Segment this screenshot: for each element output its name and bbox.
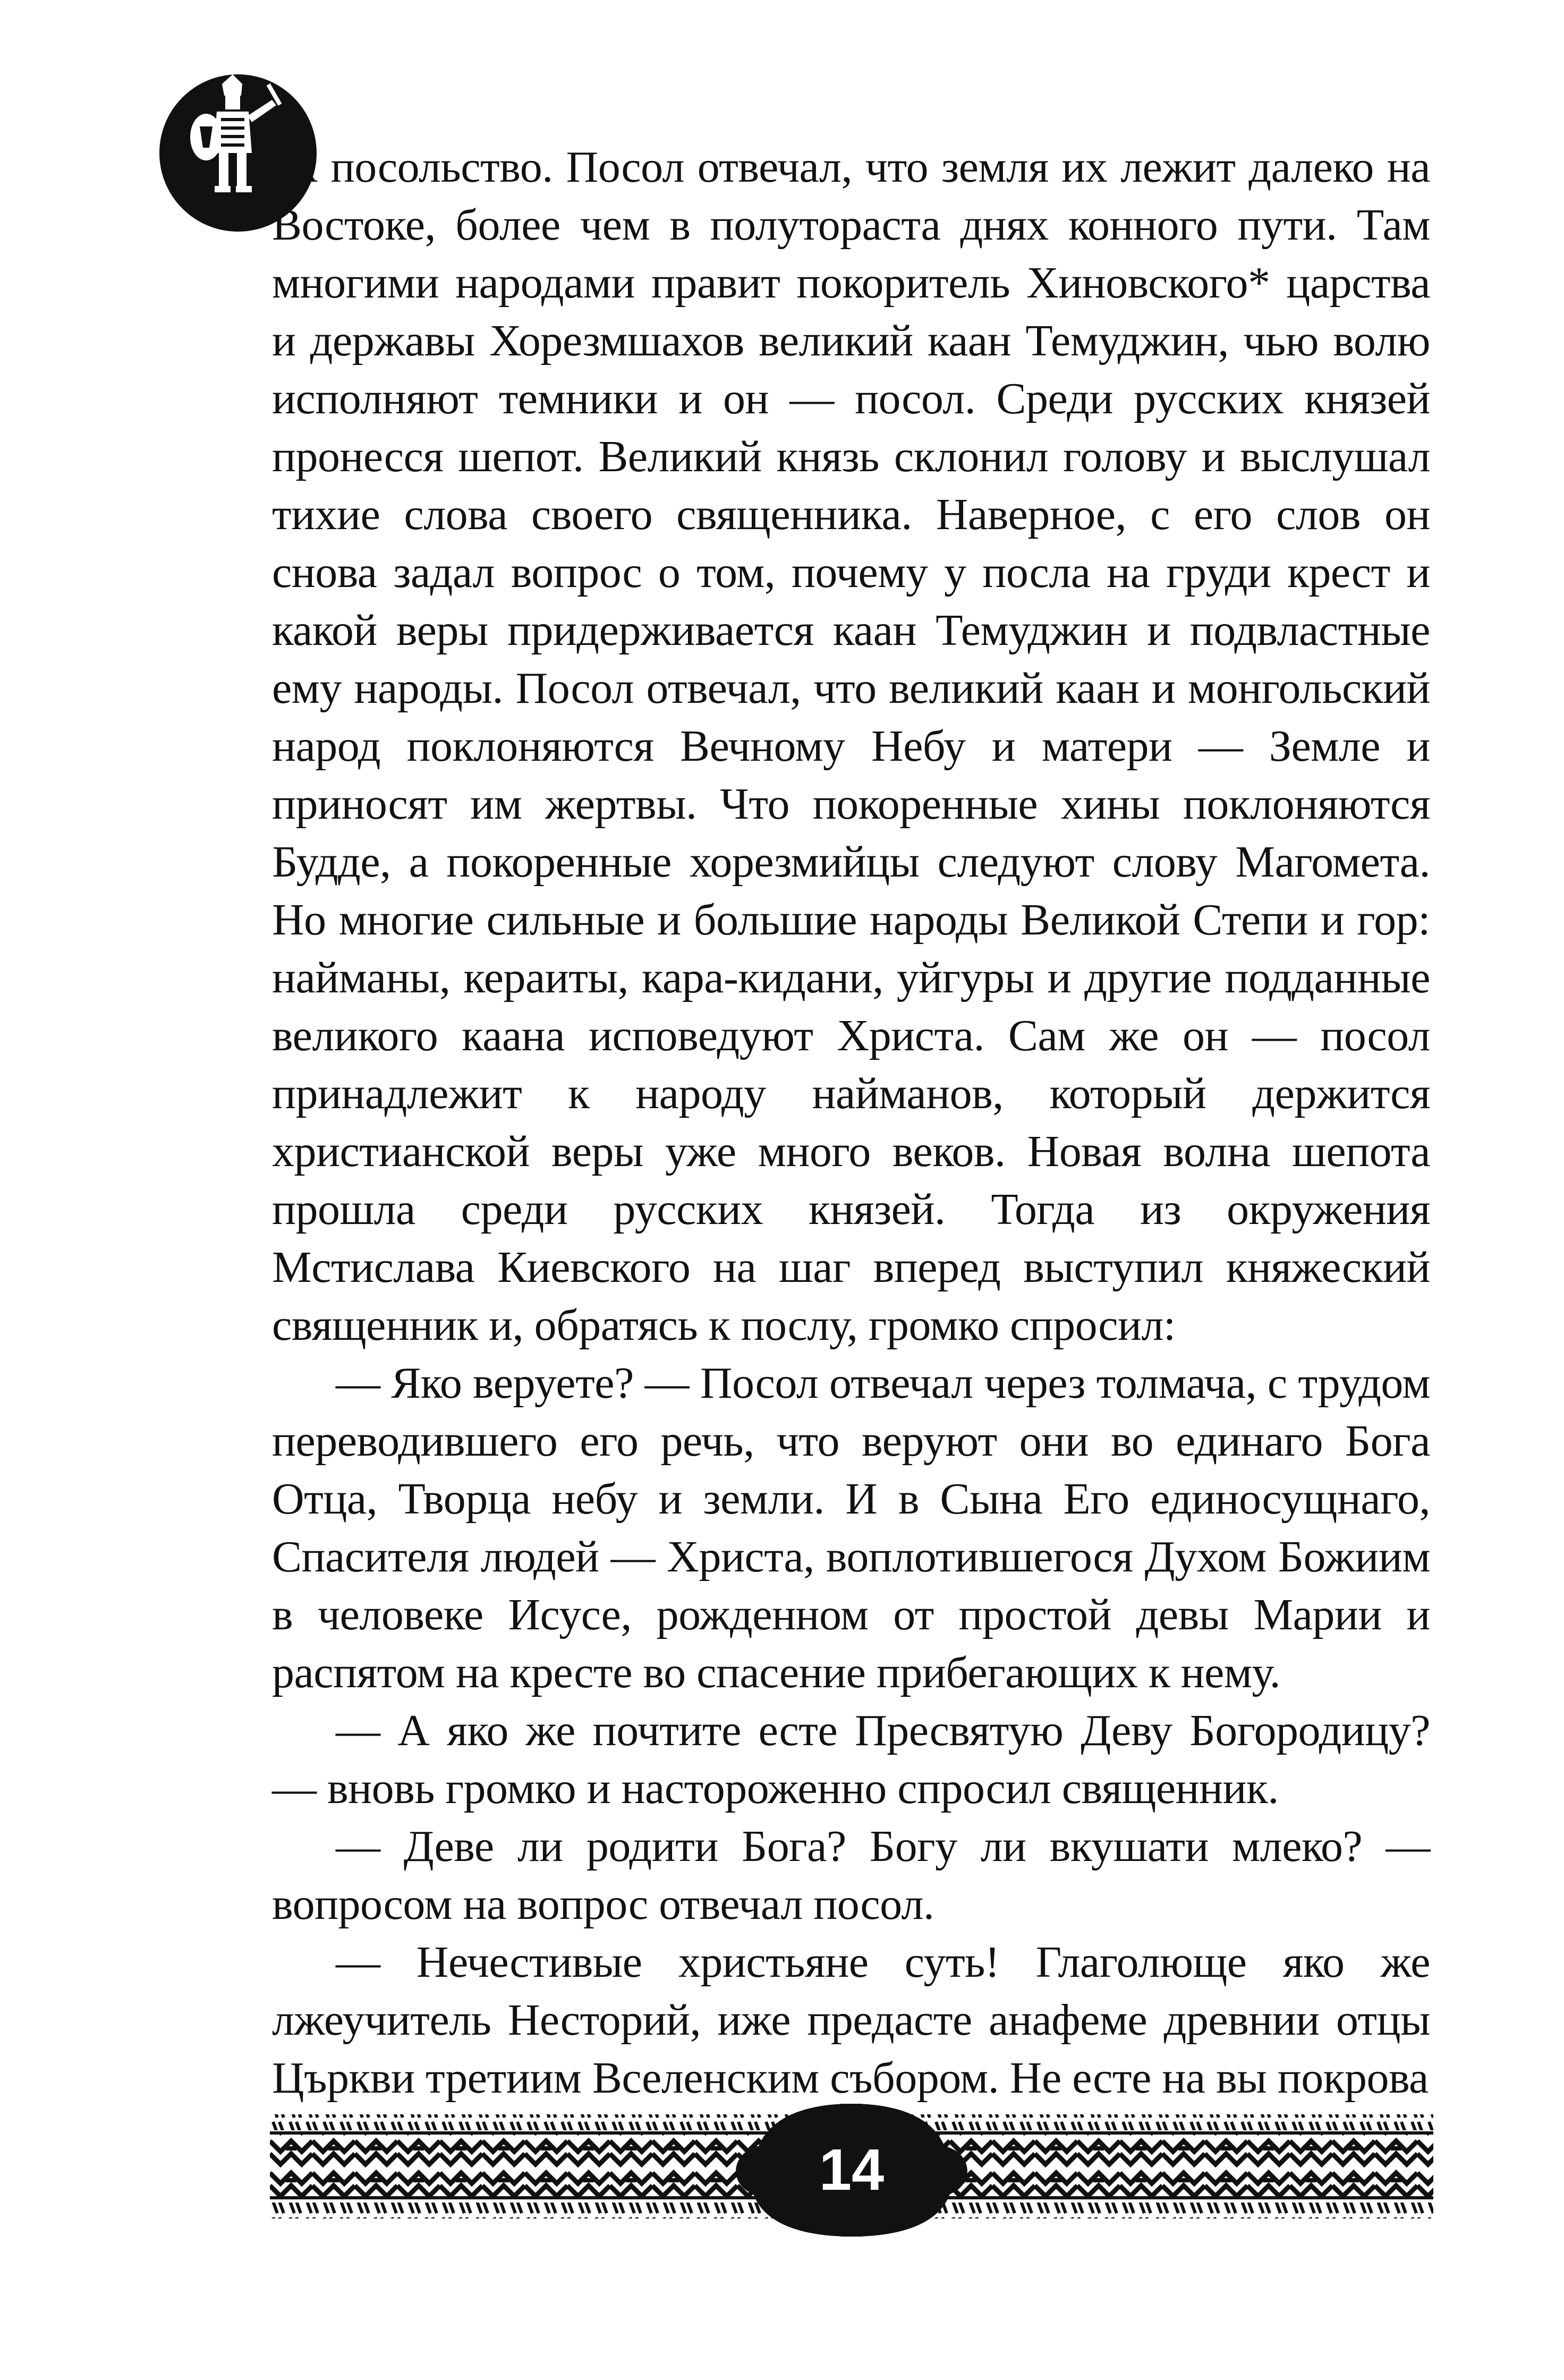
paragraph-2: — Яко веруете? — Посол отвечал через толмача, с трудом переводившего его речь, что веруют они во единаго Бога Отца, Творца небу и земли. И в Сына Его единосущнаго, Спасителя людей — Христа, воплотившегося Духом Божиим в человеке Исусе, рожденном от простой девы Марии и распятом на кресте во спасение прибегающих к нему. [272,1358,1430,1697]
paragraph-5: — Нечестивые христьяне суть! Глаголюще яко же лжеучитель Несторий, иже предасте анафеме древнии отцы Църкви третиим Вселенским събором. Не есте на вы покрова [272,1937,1430,2103]
page-body-text [272,138,1430,2107]
paragraph-1: их посольство. Посол отвечал, что земля их лежит далеко на Востоке, более чем в полутораста днях конного пути. Там многими народами правит покоритель Хиновского* царства и державы Хорезмшахов великий каан Темуджин, чью волю исполняют темники и он — посол. Среди русских князей пронесся шепот. Великий князь склонил голову и выслушал тихие слова своего священника. Наверное, с его слов он снова задал вопрос о том, почему у посла на груди крест и какой веры придерживается каан Темуджин и подвластные ему народы. Посол отвечал, что великий каан и монгольский народ поклоняются Вечному Небу и матери — Земле и приносят им жертвы. Что покоренные хины поклоняются Будде, а покоренные хорезмийцы следуют слову Магомета. Но многие сильные и большие народы Великой Степи и гор: найманы, кераиты, кара-кидани, уйгуры и другие подданные великого каана исповедуют Христа. Сам же он — посол принадлежит к народу найманов, который держится христианской веры уже много веков. Новая волна шепота прошла среди русских князей. Тогда из окружения Мстислава Киевского на шаг вперед выступил княжеский священник и, обратясь к послу, громко спросил: [272,142,1430,1350]
paragraph-4: — Деве ли родити Бога? Богу ли вкушати млеко? — вопросом на вопрос отвечал посол. [272,1822,1430,1929]
paragraph-3: — А яко же почтите есте Пресвятую Деву Богородицу? — вновь громко и настороженно спросил священник. [272,1706,1430,1813]
page-number: 14 [819,2137,885,2203]
ornamental-footer-band [270,2104,1433,2237]
